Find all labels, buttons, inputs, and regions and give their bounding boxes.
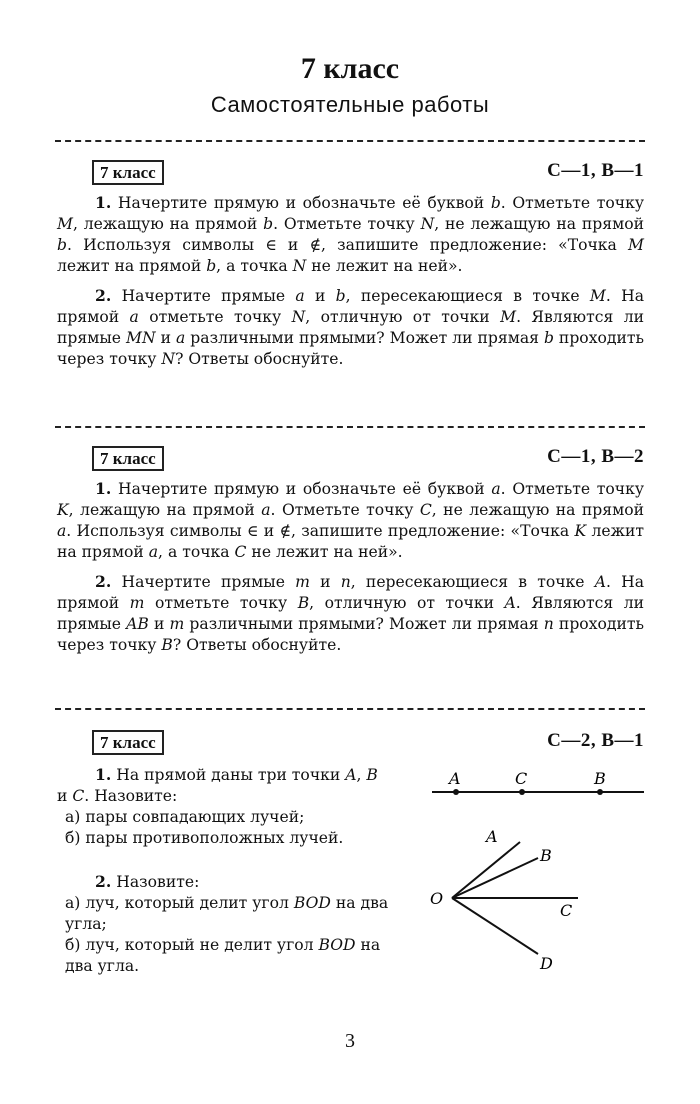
variant-code: С—2, В—1 (547, 730, 644, 751)
task-text: Начертите прямую и обозначьте её буквой (118, 480, 492, 498)
task-number: 2. (95, 286, 112, 305)
page-title: 7 класс (300, 52, 400, 85)
task-paragraph (57, 871, 389, 893)
math-symbol: a (148, 543, 159, 561)
task-text: , пересекающиеся в точке (350, 573, 595, 591)
task-text: . Являются ли прямые (57, 308, 645, 347)
math-symbol: b (263, 215, 274, 233)
task-text: а) луч, который делит угол (65, 894, 294, 912)
task-text: не лежит на ней». (306, 257, 463, 275)
task-text: Начертите прямые (121, 573, 296, 591)
task-text: . Являются ли прямые (57, 594, 645, 633)
math-symbol: m (169, 615, 185, 633)
ray-od (452, 898, 538, 954)
math-symbol: N (291, 308, 306, 326)
variant-code: С—1, В—2 (547, 446, 644, 467)
math-symbol: m (295, 573, 310, 591)
task-text: проходить через точку (57, 329, 644, 368)
math-symbol: M (57, 215, 73, 233)
task-text: и (304, 287, 336, 305)
math-symbol: AB (126, 615, 149, 633)
task-number: 1. (95, 479, 112, 498)
task-text: проходить через точку (57, 615, 644, 654)
point-c-dot (519, 789, 525, 795)
point-o-label: O (430, 889, 444, 908)
math-symbol: b (206, 257, 217, 275)
math-symbol: a (261, 501, 271, 519)
math-symbol: N (161, 350, 176, 368)
task-text: различными прямыми? Может ли прямая (184, 615, 544, 633)
task-text: на два угла. (65, 936, 381, 975)
task-text: , отличную от точки (309, 594, 505, 612)
task-text: , а точка (216, 257, 293, 275)
task-subitem: б) пары противоположных лучей. (65, 829, 344, 847)
task-text: , а точка (158, 543, 235, 561)
task-intro: Назовите: (116, 873, 200, 891)
math-symbol: BOD (293, 894, 331, 912)
task-text: . На прямой (57, 573, 645, 612)
task-block (57, 192, 644, 370)
math-symbol: A (504, 594, 516, 612)
math-symbol: C (72, 787, 85, 805)
task-text: и (148, 615, 170, 633)
task-text: и (155, 329, 176, 347)
task-number: 2. (95, 872, 112, 891)
task-text: ? Ответы обоснуйте. (175, 350, 344, 368)
math-symbol: b (490, 194, 501, 212)
section-label-box: 7 класс (92, 446, 164, 471)
task-text: ? Ответы обоснуйте. (172, 636, 342, 654)
ray-oa (452, 842, 520, 898)
rays-figure (420, 820, 600, 980)
task-block (57, 764, 389, 977)
task-number: 1. (95, 765, 112, 784)
math-symbol: a (57, 522, 67, 540)
math-symbol: K (574, 522, 587, 540)
task-text: , лежащую на прямой (72, 215, 264, 233)
math-symbol: a (176, 329, 186, 347)
math-symbol: A (594, 573, 606, 591)
task-subitem (57, 893, 389, 935)
task-number: 2. (95, 572, 112, 591)
task-text: б) луч, который не делит угол (65, 936, 319, 954)
task-text: . Отметьте точку (270, 501, 420, 519)
task-text: . Отметьте точку (500, 194, 644, 212)
math-symbol: K (57, 501, 69, 519)
task-text: отметьте точку (138, 308, 292, 326)
task-text: , (356, 766, 367, 784)
math-symbol: B (366, 766, 378, 784)
task-text: Начертите прямую и обозначьте её буквой (117, 194, 491, 212)
point-b-label: B (594, 769, 606, 788)
task-text: . Отметьте точку (500, 480, 645, 498)
math-symbol: C (234, 543, 247, 561)
task-text: на два угла; (65, 894, 389, 933)
math-symbol: B (297, 594, 310, 612)
task-subitem (57, 935, 389, 977)
page-subtitle: Самостоятельные работы (210, 92, 490, 117)
math-symbol: n (543, 615, 554, 633)
math-symbol: a (491, 480, 501, 498)
task-text: отметьте точку (144, 594, 298, 612)
ray-b-label: B (540, 846, 552, 865)
math-symbol: m (129, 594, 145, 612)
task-text: . На прямой (57, 287, 645, 326)
task-number: 1. (95, 193, 112, 212)
task-text: и (309, 573, 341, 591)
task-text: лежит на прямой (57, 522, 644, 561)
math-symbol: A (345, 766, 357, 784)
math-symbol: N (420, 215, 435, 233)
point-a-dot (453, 789, 459, 795)
math-symbol: C (419, 501, 432, 519)
task-text: Начертите прямые (121, 287, 296, 305)
task-paragraph (57, 285, 644, 370)
task-text: На прямой даны три точки (116, 766, 346, 784)
task-text: . Используя символы ∈ и ∉, запишите предложение: «Точка (66, 236, 629, 254)
point-c-label: C (515, 769, 528, 788)
math-symbol: a (129, 308, 139, 326)
task-text: . Назовите: (84, 787, 178, 805)
task-paragraph (57, 192, 644, 277)
task-paragraph (57, 571, 644, 656)
task-paragraph (57, 764, 389, 807)
page-number: 3 (345, 1030, 355, 1052)
dashed-separator (55, 426, 645, 428)
ray-d-label: D (540, 954, 553, 973)
math-symbol: MN (125, 329, 156, 347)
task-text: различными прямыми? Может ли прямая (185, 329, 544, 347)
math-symbol: n (340, 573, 351, 591)
task-text: и (57, 787, 73, 805)
math-symbol: b (335, 287, 346, 305)
math-symbol: M (628, 236, 644, 254)
dashed-separator (55, 140, 645, 142)
variant-code: С—1, В—1 (547, 160, 644, 181)
section-label-box: 7 класс (92, 730, 164, 755)
task-paragraph (57, 478, 644, 563)
point-a-label: A (449, 769, 461, 788)
task-text: . Отметьте точку (273, 215, 421, 233)
math-symbol: b (57, 236, 67, 254)
task-text: , отличную от точки (305, 308, 501, 326)
task-text: . Используя символы ∈ и ∉, запишите предложение: «Точка (66, 522, 575, 540)
task-text: , лежащую на прямой (68, 501, 262, 519)
math-symbol: M (500, 308, 517, 326)
math-symbol: BOD (318, 936, 356, 954)
task-text: лежит на прямой (57, 257, 207, 275)
ray-a-label: A (486, 827, 498, 846)
task-subitem: а) пары совпадающих лучей; (65, 808, 305, 826)
task-text: , не лежащую на прямой (434, 215, 645, 233)
line-points-figure (420, 768, 660, 808)
ray-ob (452, 858, 538, 898)
math-symbol: N (292, 257, 307, 275)
math-symbol: M (589, 287, 606, 305)
task-block (57, 478, 644, 656)
task-text: , не лежащую на прямой (431, 501, 644, 519)
dashed-separator (55, 708, 645, 710)
math-symbol: b (543, 329, 554, 347)
math-symbol: B (161, 636, 173, 654)
section-label-box: 7 класс (92, 160, 164, 185)
math-symbol: a (295, 287, 305, 305)
point-b-dot (597, 789, 603, 795)
task-text: , пересекающиеся в точке (345, 287, 590, 305)
ray-c-label: C (560, 901, 573, 920)
task-text: не лежит на ней». (246, 543, 403, 561)
